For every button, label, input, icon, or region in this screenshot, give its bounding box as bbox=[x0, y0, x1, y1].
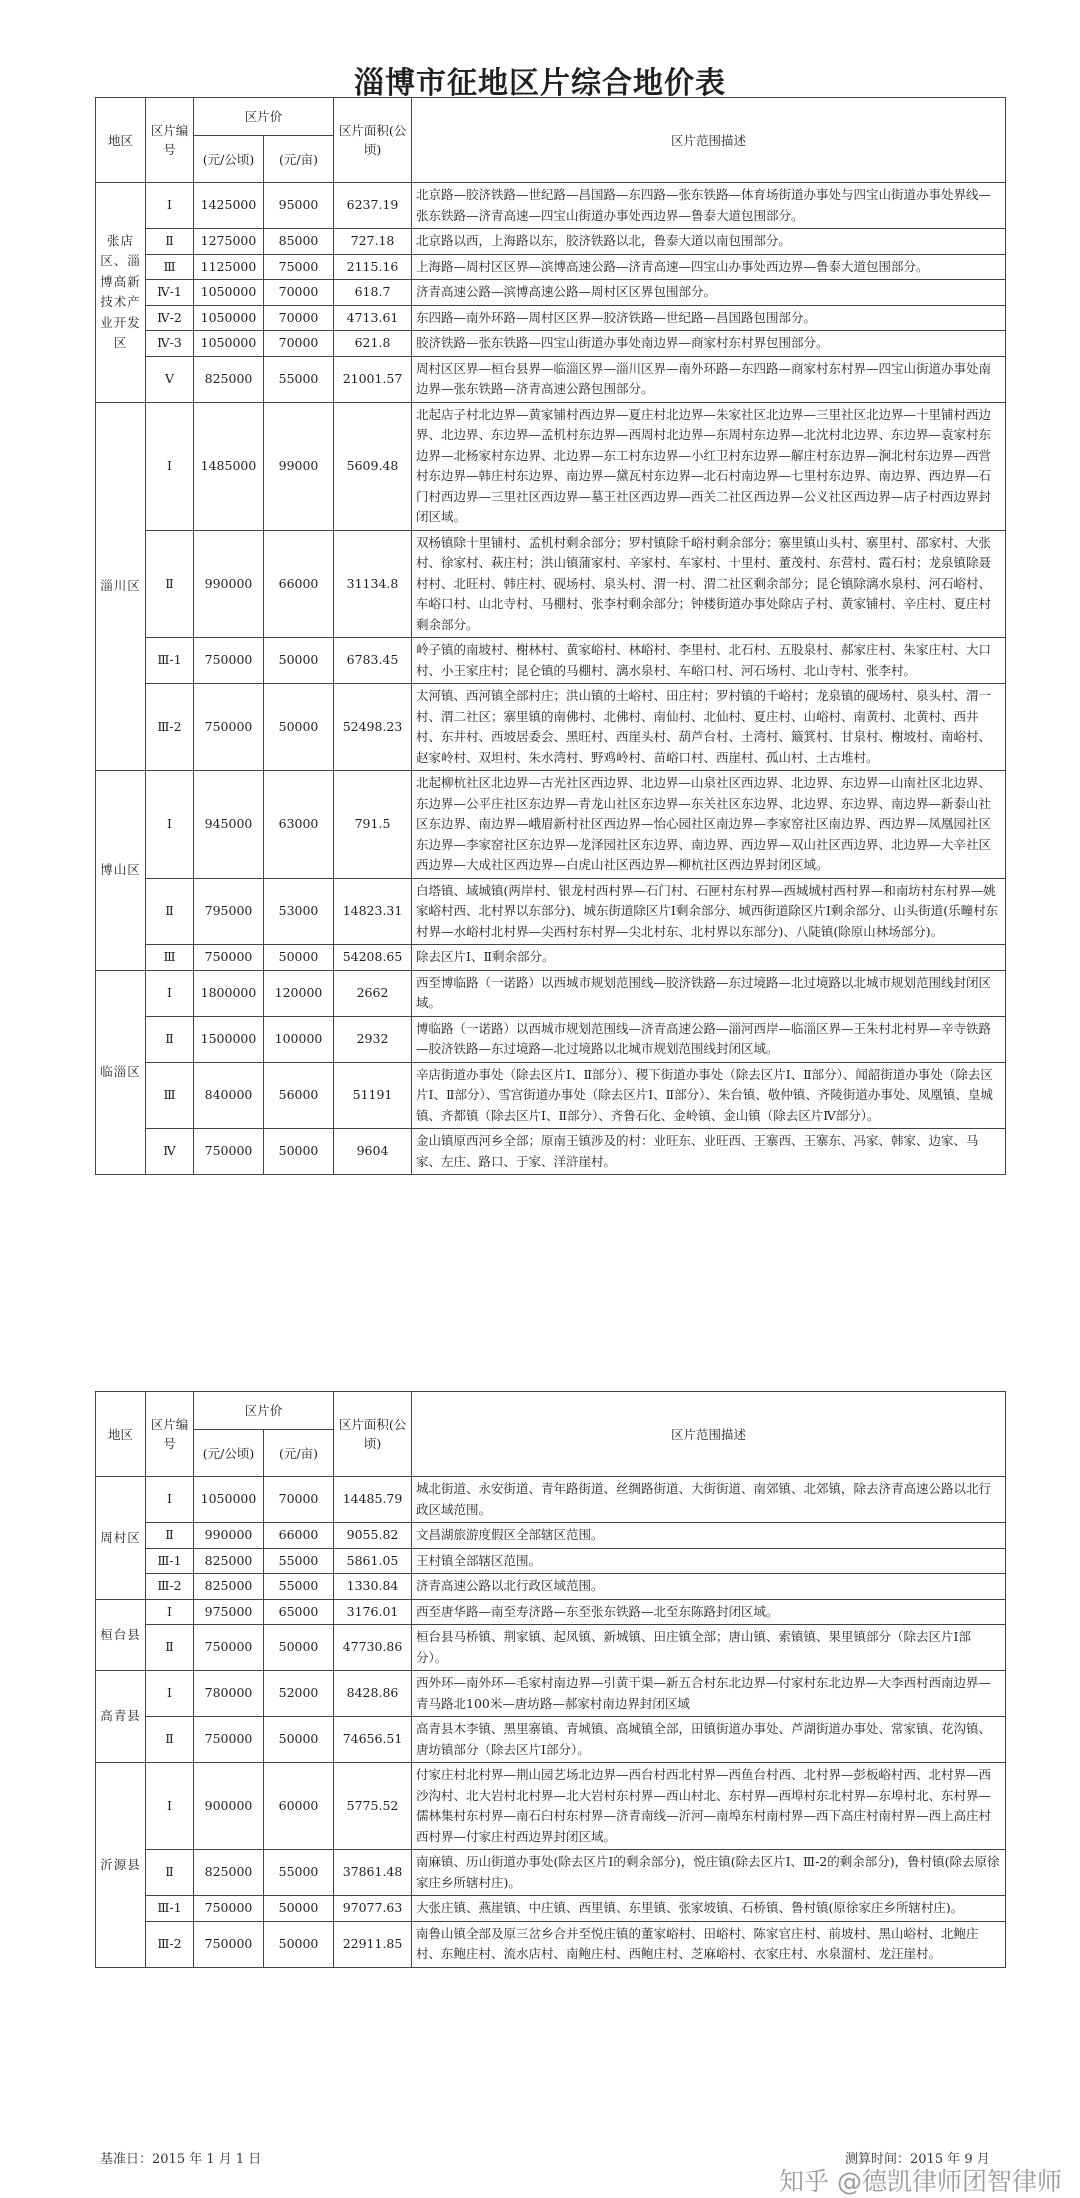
zone-no-cell: Ⅰ bbox=[146, 1477, 194, 1523]
price-hectare-cell: 1500000 bbox=[194, 1016, 264, 1062]
description-cell: 西至唐华路—南至寿济路—东至张东铁路—北至东陈路封闭区域。 bbox=[412, 1599, 1006, 1625]
header-price-per-hectare: (元/公顷) bbox=[194, 136, 264, 183]
district-cell: 沂源县 bbox=[96, 1763, 146, 1968]
price-hectare-cell: 750000 bbox=[194, 945, 264, 971]
zone-no-cell: Ⅰ bbox=[146, 183, 194, 229]
price-mu-cell: 50000 bbox=[264, 684, 334, 771]
table-row bbox=[96, 684, 1006, 771]
price-hectare-cell: 750000 bbox=[194, 1896, 264, 1922]
area-cell: 618.7 bbox=[334, 280, 412, 306]
zone-no-cell: Ⅳ-3 bbox=[146, 331, 194, 357]
description-cell: 双杨镇除十里铺村、孟机村剩余部分；罗村镇除千峪村剩余部分；寨里镇山头村、寨里村、邵家村、大张村、徐家村、萩庄村；洪山镇蒲家村、辛家村、车家村、十里村、董茂村、东营村、霞石村；龙泉镇除聂村村、北旺村、韩庄村、砚场村、泉头村、渭一村、渭二社区剩余部分；昆仑镇除漓水泉村、河石峪村、车峪口村、山北寺村、马棚村、张李村剩余部分；钟楼街道办事处除店子村、黄家铺村、辛庄村、夏庄村剩余部分。 bbox=[412, 530, 1006, 638]
header-zone-no: 区片编号 bbox=[146, 98, 194, 183]
header-desc: 区片范围描述 bbox=[412, 98, 1006, 183]
zone-no-cell: Ⅱ bbox=[146, 530, 194, 638]
description-cell: 大张庄镇、燕崖镇、中庄镇、西里镇、东里镇、张家坡镇、石桥镇、鲁村镇(原徐家庄乡所辖村庄)。 bbox=[412, 1896, 1006, 1922]
area-cell: 21001.57 bbox=[334, 356, 412, 402]
table-row bbox=[96, 1625, 1006, 1671]
price-hectare-cell: 1050000 bbox=[194, 280, 264, 306]
price-mu-cell: 55000 bbox=[264, 1548, 334, 1574]
base-date: 基准日：2015 年 1 月 1 日 bbox=[100, 2152, 262, 2167]
description-cell: 文昌湖旅游度假区全部辖区范围。 bbox=[412, 1523, 1006, 1549]
table-row bbox=[96, 1016, 1006, 1062]
calc-date: 测算时间：2015 年 9 月 bbox=[845, 2152, 990, 2167]
zone-no-cell: Ⅲ-2 bbox=[146, 1921, 194, 1967]
table-2-body bbox=[96, 1477, 1006, 1968]
price-mu-cell: 66000 bbox=[264, 1523, 334, 1549]
table-row bbox=[96, 402, 1006, 530]
price-mu-cell: 56000 bbox=[264, 1062, 334, 1129]
zone-no-cell: Ⅲ bbox=[146, 254, 194, 280]
price-hectare-cell: 1050000 bbox=[194, 305, 264, 331]
zone-no-cell: Ⅲ-1 bbox=[146, 1548, 194, 1574]
area-cell: 9604 bbox=[334, 1129, 412, 1175]
table-row bbox=[96, 356, 1006, 402]
header-price-per-mu: (元/亩) bbox=[264, 136, 334, 183]
price-hectare-cell: 825000 bbox=[194, 1574, 264, 1600]
area-cell: 3176.01 bbox=[334, 1599, 412, 1625]
description-cell: 西外环—南外环—毛家村南边界—引黄干渠—新五合村东北边界—付家村东北边界—大李西村西南边界—青马路北100米—唐坊路—郝家村南边界封闭区域 bbox=[412, 1671, 1006, 1717]
price-mu-cell: 50000 bbox=[264, 1625, 334, 1671]
price-hectare-cell: 825000 bbox=[194, 356, 264, 402]
table-row bbox=[96, 1477, 1006, 1523]
zone-no-cell: Ⅳ-2 bbox=[146, 305, 194, 331]
area-cell: 54208.65 bbox=[334, 945, 412, 971]
description-cell: 北起店子村北边界—黄家铺村西边界—夏庄村北边界—朱家社区北边界—三里社区北边界—十里铺村西边界、北边界、东边界—孟机村东边界—西周村北边界—东周村东边界—北沈村北边界、东边界—袁家村东边界—北杨家村东边界、北边界—东工村东边界—小红卫村东边界—解庄村东边界—涧北村东边界—西営村东边界—韩庄村东边界、南边界—黛瓦村东边界—北石村南边界—七里村东边界、南边界、西边界—石门村西边界—三里社区西边界—墓王社区西边界—西关二社区西边界—公义社区西边界—店子村西边界封闭区域。 bbox=[412, 402, 1006, 530]
table-row bbox=[96, 331, 1006, 357]
description-cell: 桓台县马桥镇、荆家镇、起凤镇、新城镇、田庄镇全部；唐山镇、索镇镇、果里镇部分（除去区片Ⅰ部分）。 bbox=[412, 1625, 1006, 1671]
price-hectare-cell: 1425000 bbox=[194, 183, 264, 229]
header-district: 地区 bbox=[96, 1392, 146, 1477]
header-price: 区片价 bbox=[194, 1392, 334, 1430]
price-mu-cell: 63000 bbox=[264, 771, 334, 879]
price-hectare-cell: 795000 bbox=[194, 878, 264, 945]
description-cell: 王村镇全部辖区范围。 bbox=[412, 1548, 1006, 1574]
area-cell: 52498.23 bbox=[334, 684, 412, 771]
table-1-body bbox=[96, 183, 1006, 1175]
price-mu-cell: 50000 bbox=[264, 1921, 334, 1967]
price-mu-cell: 52000 bbox=[264, 1671, 334, 1717]
table-row bbox=[96, 1599, 1006, 1625]
price-mu-cell: 66000 bbox=[264, 530, 334, 638]
area-cell: 2932 bbox=[334, 1016, 412, 1062]
description-cell: 金山镇原西河乡全部；原南王镇涉及的村：业旺东、业旺西、王寨西、王寨东、冯家、韩家、边家、马家、左庄、路口、于家、洋浒崖村。 bbox=[412, 1129, 1006, 1175]
price-table-1 bbox=[95, 97, 1006, 1175]
table-row bbox=[96, 970, 1006, 1016]
description-cell: 城北街道、永安街道、青年路街道、丝绸路街道、大街街道、南郊镇、北郊镇，除去济青高速公路以北行政区域范围。 bbox=[412, 1477, 1006, 1523]
table-row bbox=[96, 1921, 1006, 1967]
price-hectare-cell: 1050000 bbox=[194, 331, 264, 357]
table-row bbox=[96, 1717, 1006, 1763]
price-mu-cell: 50000 bbox=[264, 1129, 334, 1175]
area-cell: 2115.16 bbox=[334, 254, 412, 280]
table-row bbox=[96, 1850, 1006, 1896]
price-hectare-cell: 1485000 bbox=[194, 402, 264, 530]
table-row bbox=[96, 254, 1006, 280]
area-cell: 97077.63 bbox=[334, 1896, 412, 1922]
price-hectare-cell: 840000 bbox=[194, 1062, 264, 1129]
area-cell: 6237.19 bbox=[334, 183, 412, 229]
area-cell: 791.5 bbox=[334, 771, 412, 879]
zone-no-cell: Ⅰ bbox=[146, 1599, 194, 1625]
price-mu-cell: 50000 bbox=[264, 638, 334, 684]
description-cell: 胶济铁路—张东铁路—四宝山街道办事处南边界—商家村东村界包围部分。 bbox=[412, 331, 1006, 357]
district-cell: 桓台县 bbox=[96, 1599, 146, 1671]
area-cell: 4713.61 bbox=[334, 305, 412, 331]
header-price-per-mu: (元/亩) bbox=[264, 1430, 334, 1477]
price-hectare-cell: 750000 bbox=[194, 1921, 264, 1967]
area-cell: 727.18 bbox=[334, 229, 412, 255]
description-cell: 辛店街道办事处（除去区片Ⅰ、Ⅱ部分）、稷下街道办事处（除去区片Ⅰ、Ⅱ部分）、闻韶街道办事处（除去区片Ⅰ、Ⅱ部分）、雪宫街道办事处（除去区片Ⅰ、Ⅱ部分）、朱台镇、敬仲镇、齐陵街道办事处、凤凰镇、皇城镇、齐都镇（除去区片Ⅰ、Ⅱ部分）、齐鲁石化、金岭镇、金山镇（除去区片Ⅳ部分）。 bbox=[412, 1062, 1006, 1129]
header-area: 区片面积(公顷) bbox=[334, 98, 412, 183]
table-row bbox=[96, 1062, 1006, 1129]
zone-no-cell: Ⅳ bbox=[146, 1129, 194, 1175]
zone-no-cell: Ⅰ bbox=[146, 1763, 194, 1850]
price-mu-cell: 50000 bbox=[264, 1717, 334, 1763]
page-title: 淄博市征地区片综合地价表 bbox=[354, 66, 726, 101]
watermark: 知乎 @德凯律师团智律师 bbox=[779, 2167, 1062, 2196]
area-cell: 31134.8 bbox=[334, 530, 412, 638]
zone-no-cell: Ⅱ bbox=[146, 878, 194, 945]
description-cell: 除去区片Ⅰ、Ⅱ剩余部分。 bbox=[412, 945, 1006, 971]
description-cell: 上海路—周村区区界—滨博高速公路—济青高速—四宝山办事处西边界—鲁泰大道包围部分。 bbox=[412, 254, 1006, 280]
price-mu-cell: 55000 bbox=[264, 1850, 334, 1896]
district-cell: 周村区 bbox=[96, 1477, 146, 1600]
description-cell: 北京路—胶济铁路—世纪路—昌国路—东四路—张东铁路—体育场街道办事处与四宝山街道办事处界线—张东铁路—济青高速—四宝山街道办事处西边界—鲁泰大道包围部分。 bbox=[412, 183, 1006, 229]
table-row bbox=[96, 530, 1006, 638]
district-cell: 博山区 bbox=[96, 771, 146, 971]
area-cell: 37861.48 bbox=[334, 1850, 412, 1896]
description-cell: 太河镇、西河镇全部村庄；洪山镇的土峪村、田庄村；罗村镇的千峪村；龙泉镇的砚场村、泉头村、渭一村、渭二社区；寨里镇的南佛村、北佛村、南仙村、北仙村、夏庄村、山峪村、南黄村、北黄村、西井村、东井村、西坡居委会、黑旺村、西崖头村、葫芦台村、土湾村、簸箕村、甘泉村、榭坡村、南峪村、赵家岭村、双坦村、朱水湾村、野鸡岭村、苗峪口村、西崖村、孤山村、土古堆村。 bbox=[412, 684, 1006, 771]
zone-no-cell: Ⅲ bbox=[146, 945, 194, 971]
table-row bbox=[96, 280, 1006, 306]
price-mu-cell: 60000 bbox=[264, 1763, 334, 1850]
description-cell: 北起柳杭社区北边界—古光社区西边界、北边界—山泉社区西边界、北边界、东边界—山南社区北边界、东边界—公平庄社区东边界—青龙山社区东边界—东关社区东边界、北边界、东边界、南边界—新泰山社区东边界、南边界—峨眉新村社区西边界—怡心园社区南边界—李家窑社区南边界、西边界—凤凰园社区东边界—李家窑社区东边界—龙泽园社区东边界、南边界、西边界—双山社区西边界、北边界—大辛社区西边界—大成社区西边界—白虎山社区西边界—柳杭社区西边界封闭区域。 bbox=[412, 771, 1006, 879]
description-cell: 博临路（一诺路）以西城市规划范围线—济青高速公路—淄河西岸—临淄区界—王朱村北村界—辛寺铁路—胶济铁路—东过境路—北过境路以北城市规划范围线封闭区域。 bbox=[412, 1016, 1006, 1062]
price-hectare-cell: 1050000 bbox=[194, 1477, 264, 1523]
price-hectare-cell: 990000 bbox=[194, 1523, 264, 1549]
price-hectare-cell: 825000 bbox=[194, 1548, 264, 1574]
area-cell: 74656.51 bbox=[334, 1717, 412, 1763]
zone-no-cell: Ⅱ bbox=[146, 1850, 194, 1896]
price-table-2 bbox=[95, 1391, 1006, 1968]
description-cell: 周村区区界—桓台县界—临淄区界—淄川区界—南外环路—东四路—商家村东村界—四宝山街道办事处南边界—张东铁路—济青高速公路包围部分。 bbox=[412, 356, 1006, 402]
zone-no-cell: Ⅲ-1 bbox=[146, 1896, 194, 1922]
price-hectare-cell: 1125000 bbox=[194, 254, 264, 280]
zone-no-cell: Ⅱ bbox=[146, 1016, 194, 1062]
price-mu-cell: 70000 bbox=[264, 280, 334, 306]
area-cell: 14823.31 bbox=[334, 878, 412, 945]
price-hectare-cell: 750000 bbox=[194, 684, 264, 771]
zone-no-cell: Ⅳ-1 bbox=[146, 280, 194, 306]
header-price: 区片价 bbox=[194, 98, 334, 136]
zone-no-cell: Ⅲ-1 bbox=[146, 638, 194, 684]
zone-no-cell: Ⅱ bbox=[146, 1717, 194, 1763]
description-cell: 西至博临路（一诺路）以西城市规划范围线—胶济铁路—东过境路—北过境路以北城市规划范围线封闭区域。 bbox=[412, 970, 1006, 1016]
price-hectare-cell: 750000 bbox=[194, 1625, 264, 1671]
description-cell: 南鲁山镇全部及原三岔乡合并至悦庄镇的董家峪村、田峪村、陈家官庄村、前坡村、黑山峪村、北鲍庄村、东鲍庄村、流水店村、南鲍庄村、西鲍庄村、芝麻峪村、衣家庄村、水泉溜村、龙汪崖村。 bbox=[412, 1921, 1006, 1967]
area-cell: 6783.45 bbox=[334, 638, 412, 684]
zone-no-cell: Ⅰ bbox=[146, 402, 194, 530]
table-row bbox=[96, 1763, 1006, 1850]
description-cell: 白塔镇、域城镇(两岸村、银龙村西村界—石门村、石匣村东村界—西城城村西村界—和南坊村东村界—姚家峪村西、北村界以东部分)、城东街道除区片Ⅰ剩余部分、城西街道除区片Ⅰ剩余部分、山头街道(乐疃村东村界—水峪村北村界—尖西村东村界—尖北村东、北村界以东部分)、八陡镇(除原山林场部分)。 bbox=[412, 878, 1006, 945]
price-mu-cell: 85000 bbox=[264, 229, 334, 255]
area-cell: 51191 bbox=[334, 1062, 412, 1129]
price-mu-cell: 70000 bbox=[264, 331, 334, 357]
district-cell: 临淄区 bbox=[96, 970, 146, 1175]
price-mu-cell: 120000 bbox=[264, 970, 334, 1016]
district-cell: 高青县 bbox=[96, 1671, 146, 1763]
description-cell: 东四路—南外环路—周村区区界—胶济铁路—世纪路—昌国路包围部分。 bbox=[412, 305, 1006, 331]
description-cell: 济青高速公路以北行政区域范围。 bbox=[412, 1574, 1006, 1600]
zone-no-cell: Ⅱ bbox=[146, 229, 194, 255]
area-cell: 1330.84 bbox=[334, 1574, 412, 1600]
description-cell: 济青高速公路—滨博高速公路—周村区区界包围部分。 bbox=[412, 280, 1006, 306]
header-district: 地区 bbox=[96, 98, 146, 183]
table-row bbox=[96, 229, 1006, 255]
description-cell: 高青县木李镇、黑里寨镇、青城镇、高城镇全部，田镇街道办事处、芦湖街道办事处、常家镇、花沟镇、唐坊镇部分（除去区片Ⅰ部分）。 bbox=[412, 1717, 1006, 1763]
table-row bbox=[96, 1129, 1006, 1175]
area-cell: 14485.79 bbox=[334, 1477, 412, 1523]
table-row bbox=[96, 183, 1006, 229]
zone-no-cell: Ⅲ bbox=[146, 1062, 194, 1129]
price-mu-cell: 53000 bbox=[264, 878, 334, 945]
header-desc: 区片范围描述 bbox=[412, 1392, 1006, 1477]
price-mu-cell: 75000 bbox=[264, 254, 334, 280]
price-hectare-cell: 900000 bbox=[194, 1763, 264, 1850]
price-hectare-cell: 825000 bbox=[194, 1850, 264, 1896]
price-hectare-cell: 750000 bbox=[194, 1129, 264, 1175]
table-row bbox=[96, 1671, 1006, 1717]
price-mu-cell: 50000 bbox=[264, 1896, 334, 1922]
description-cell: 岭子镇的南坡村、榭林村、黄家峪村、林峪村、李里村、北石村、五股泉村、郝家庄村、朱家庄村、大口村、小王家庄村；昆仑镇的马棚村、漓水泉村、车峪口村、河石场村、北山寺村、张李村。 bbox=[412, 638, 1006, 684]
price-hectare-cell: 780000 bbox=[194, 1671, 264, 1717]
zone-no-cell: Ⅴ bbox=[146, 356, 194, 402]
area-cell: 47730.86 bbox=[334, 1625, 412, 1671]
price-mu-cell: 65000 bbox=[264, 1599, 334, 1625]
zone-no-cell: Ⅰ bbox=[146, 771, 194, 879]
area-cell: 22911.85 bbox=[334, 1921, 412, 1967]
price-hectare-cell: 945000 bbox=[194, 771, 264, 879]
table-row bbox=[96, 305, 1006, 331]
zone-no-cell: Ⅱ bbox=[146, 1523, 194, 1549]
table-row bbox=[96, 1574, 1006, 1600]
area-cell: 8428.86 bbox=[334, 1671, 412, 1717]
header-price-per-hectare: (元/公顷) bbox=[194, 1430, 264, 1477]
header-zone-no: 区片编号 bbox=[146, 1392, 194, 1477]
table-row bbox=[96, 1896, 1006, 1922]
table-row bbox=[96, 771, 1006, 879]
price-mu-cell: 70000 bbox=[264, 1477, 334, 1523]
table-row bbox=[96, 1548, 1006, 1574]
area-cell: 5861.05 bbox=[334, 1548, 412, 1574]
price-hectare-cell: 750000 bbox=[194, 1717, 264, 1763]
table-row bbox=[96, 945, 1006, 971]
price-hectare-cell: 975000 bbox=[194, 1599, 264, 1625]
area-cell: 2662 bbox=[334, 970, 412, 1016]
price-hectare-cell: 1275000 bbox=[194, 229, 264, 255]
price-mu-cell: 55000 bbox=[264, 1574, 334, 1600]
price-mu-cell: 55000 bbox=[264, 356, 334, 402]
description-cell: 付家庄村北村界—荆山园艺场北边界—西台村西北村界—西鱼台村西、北村界—彭板峪村西、北村界—西沙沟村、北大岩村北村界—北大岩村东村界—西山村北、东村界—西埠村东北村界—东埠村北、东村界—儒林集村东村界—南石臼村东村界—济青南线—沂河—南埠东村南村界—西下高庄村南村界—西上高庄村西村界—付家庄村西边界封闭区域。 bbox=[412, 1763, 1006, 1850]
area-cell: 5775.52 bbox=[334, 1763, 412, 1850]
table-row bbox=[96, 638, 1006, 684]
zone-no-cell: Ⅱ bbox=[146, 1625, 194, 1671]
price-mu-cell: 99000 bbox=[264, 402, 334, 530]
zone-no-cell: Ⅲ-2 bbox=[146, 684, 194, 771]
zone-no-cell: Ⅰ bbox=[146, 1671, 194, 1717]
description-cell: 北京路以西，上海路以东，胶济铁路以北，鲁泰大道以南包围部分。 bbox=[412, 229, 1006, 255]
price-hectare-cell: 1800000 bbox=[194, 970, 264, 1016]
table-row bbox=[96, 878, 1006, 945]
table-row bbox=[96, 1523, 1006, 1549]
header-area: 区片面积(公顷) bbox=[334, 1392, 412, 1477]
price-mu-cell: 70000 bbox=[264, 305, 334, 331]
district-cell: 张店区、淄博高新技术产业开发区 bbox=[96, 183, 146, 403]
zone-no-cell: Ⅲ-2 bbox=[146, 1574, 194, 1600]
area-cell: 9055.82 bbox=[334, 1523, 412, 1549]
price-mu-cell: 50000 bbox=[264, 945, 334, 971]
price-mu-cell: 95000 bbox=[264, 183, 334, 229]
zone-no-cell: Ⅰ bbox=[146, 970, 194, 1016]
district-cell: 淄川区 bbox=[96, 402, 146, 771]
description-cell: 南麻镇、历山街道办事处(除去区片Ⅰ的剩余部分)，悦庄镇(除去区片Ⅰ、Ⅲ-2的剩余部分)，鲁村镇(除去原徐家庄乡所辖村庄)。 bbox=[412, 1850, 1006, 1896]
price-hectare-cell: 750000 bbox=[194, 638, 264, 684]
price-mu-cell: 100000 bbox=[264, 1016, 334, 1062]
area-cell: 5609.48 bbox=[334, 402, 412, 530]
price-hectare-cell: 990000 bbox=[194, 530, 264, 638]
area-cell: 621.8 bbox=[334, 331, 412, 357]
